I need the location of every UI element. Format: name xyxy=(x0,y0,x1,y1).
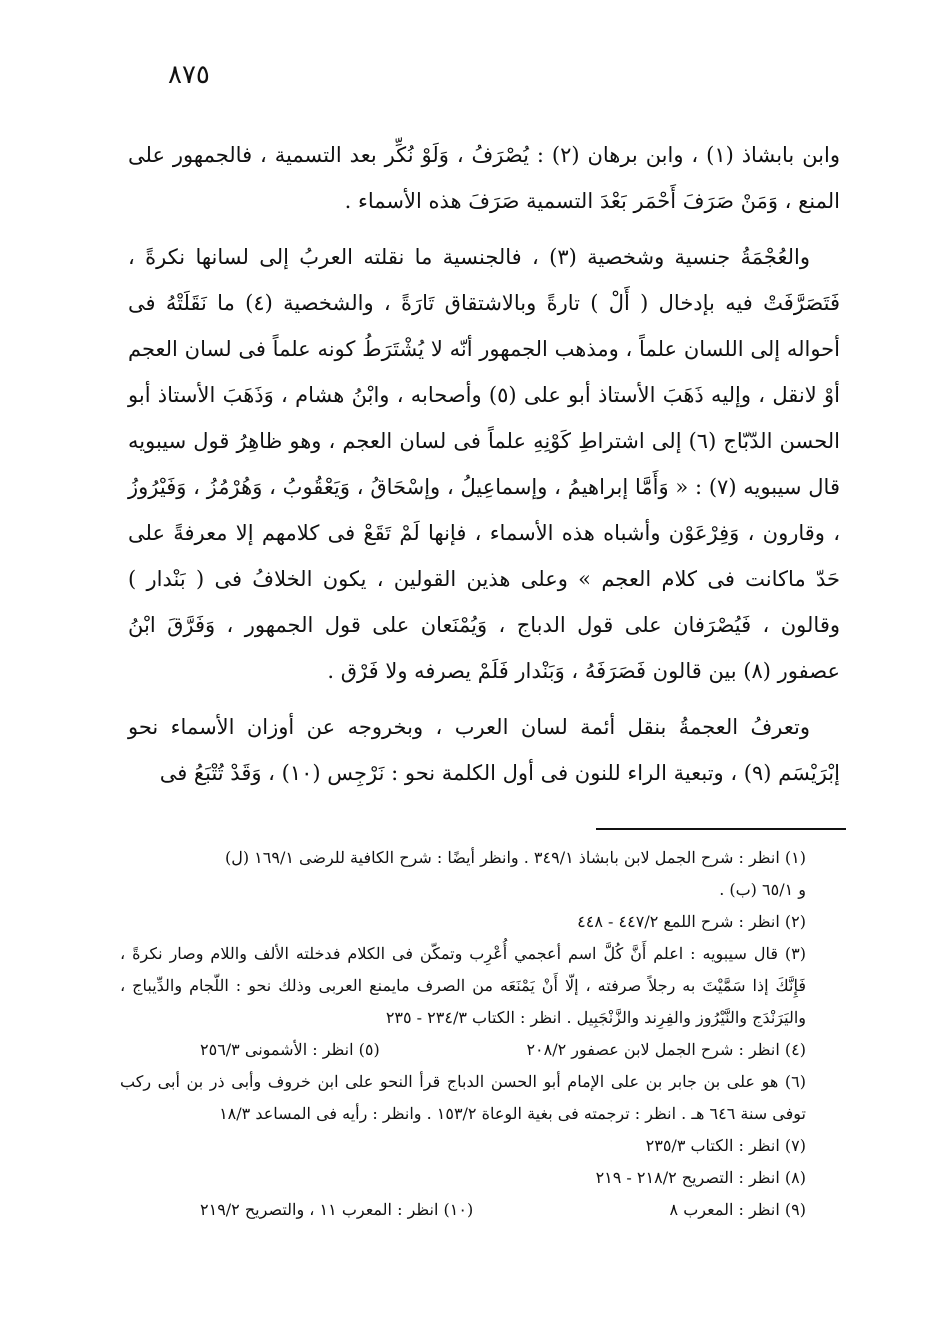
footnote-divider xyxy=(596,828,846,830)
footnote-2: (٢) انظر : شرح اللمع ٤٤٧/٢ - ٤٤٨ xyxy=(577,912,806,931)
footnotes xyxy=(120,842,840,1226)
paragraph-1: وابن بابشاذ (١) ، وابن برهان (٢) : يُصْرَفُ ، وَلَوْ نُكِّر بعد التسمية ، فالجمهور على المنع ، وَمَنْ صَرَفَ أَحْمَر بَعْدَ التسمية صَرَفَ هذه الأسماء . xyxy=(128,143,840,213)
footnote-6: (٦) هو على بن جابر بن على الإمام أبو الحسن الدباج قرأ النحو على ابن خروف وأبى ذر بن أبى ركب توفى سنة ٦٤٦ هـ . انظر : ترجمته فى بغية الوعاة ١٥٣/٢ . وانظر : رأيه فى المساعد ١٨/٣ xyxy=(120,1072,806,1123)
main-text xyxy=(128,132,840,796)
footnote-7: (٧) انظر : الكتاب ٢٣٥/٣ xyxy=(645,1136,806,1155)
paragraph-3: وتعرفُ العجمةُ بنقل أئمة لسان العرب ، وبخروجه عن أوزان الأسماء نحو إبْرَيْسَم (٩) ، وتبعية الراء للنون فى أول الكلمة نحو : نَرْجِس (١٠) ، وَقَدْ تُتْبَعُ فى xyxy=(128,715,840,785)
paragraph-2: والعُجْمَةُ جنسية وشخصية (٣) ، فالجنسية ما نقلته العربُ إلى لسانها نكرةً ، فَتَصَرَّفَتْ فيه بإدخال ( أَلْ ) تارةً وبالاشتقاق تَارَةً ، والشخصية (٤) ما نَقَلَتْهُ فى أحواله إلى اللسان علماً ، ومذهب الجمهور أنّه لا يُشْتَرَطُ كونه علماً فى لسان العجم أوْ لانقل ، وإليه ذَهَبَ الأستاذ أبو على (٥) وأصحابه ، وابْنُ هشام ، وَذَهَبَ الأستاذ أبو الحسن الدّبّاج (٦) إلى اشتراطِ كَوْنِهِ علماً فى لسان العجم ، وهو ظاهِرُ قول سيبويه قال سيبويه (٧) : « وَأَمَّا إبراهيمُ ، وإسماعِيلُ ، وإسْحَاقُ ، وَيَعْقُوبُ ، وَهُرْمُزُ ، وَفَيْرُوزُ ، وقارون ، وَفِرْعَوْن وأشباه هذه الأسماء ، فإنها لَمْ تَقَعْ فى كلامهم إلا معرفةً على حَدّ ماكانت فى كلام العجم » وعلى هذين القولين ، يكون الخلافُ فى ( بَنْدار ) وقالون ، فَيُصْرَفان على قول الدباج ، وَيُمْنَعان على قول الجمهور ، وَفَرَّقَ ابْنُ عصفور (٨) بين قالون فَصَرَفَهُ ، وَبَنْدار فَلَمْ يصرفه ولا فَرْق . xyxy=(128,245,840,683)
footnote-row-4-5 xyxy=(120,1034,840,1066)
footnote-1-continuation: و ٦٥/١ (ب) . xyxy=(719,880,806,899)
footnote-10: (١٠) انظر : المعرب ١١ ، والتصريح ٢١٩/٢ xyxy=(200,1200,474,1219)
footnote-3: (٣) قال سيبويه : اعلم أَنَّ كُلَّ اسم أعجمي أُعْرِب وتمكّن فى الكلام فدخلته الألف واللام وصار نكرةً ، فَإِنَّكَ إذا سَمَّيْتَ به رجلاً صرفته ، إلّا أَنْ يَمْنَعَه من الصرف مايمنع العربى وذلك نحو : اللّجام والدِّيباج ، واليَرَنْدَج والنَّيْرُوز والفِرِند والزَّنْجَبِيل . انظر : الكتاب ٢٣٤/٣ - ٢٣٥ xyxy=(120,944,806,1027)
page-number: ٨٧٥ xyxy=(168,60,210,90)
footnote-4: (٤) انظر : شرح الجمل لابن عصفور ٢٠٨/٢ xyxy=(526,1040,806,1059)
footnote-8: (٨) انظر : التصريح ٢١٨/٢ - ٢١٩ xyxy=(595,1168,806,1187)
footnote-5: (٥) انظر : الأشمونى ٢٥٦/٣ xyxy=(200,1040,380,1059)
footnote-1: (١) انظر : شرح الجمل لابن بابشاذ ٣٤٩/١ . وانظر أيضًا : شرح الكافية للرضى ١٦٩/١ (ل) xyxy=(224,848,806,867)
footnote-row-9-10 xyxy=(120,1194,840,1226)
footnote-9: (٩) انظر : المعرب ٨ xyxy=(669,1200,806,1219)
